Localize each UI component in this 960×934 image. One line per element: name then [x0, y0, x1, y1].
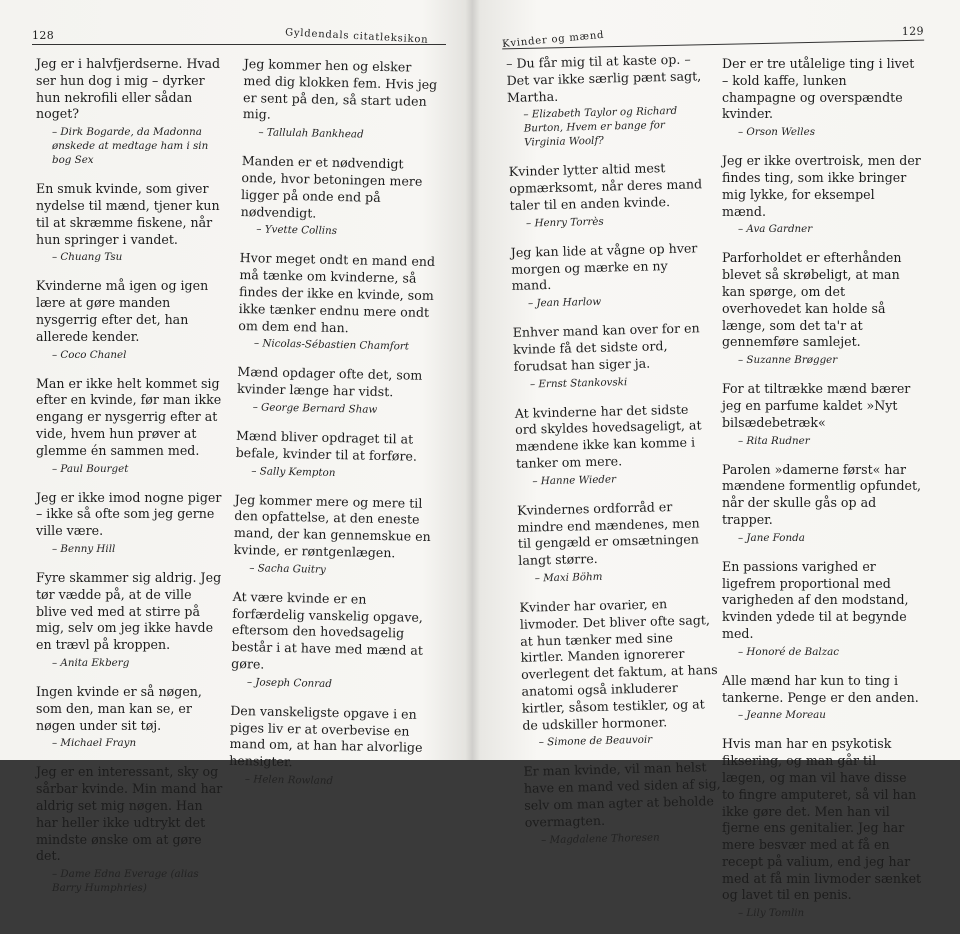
quote-text: Ingen kvinde er så nøgen, som den, man kan se, er nøgen under sit tøj.: [36, 683, 202, 733]
quote-text: Kvinderne må igen og igen lære at gøre manden nysgerrig efter det, han allerede kender.: [36, 278, 209, 344]
quote: [36, 56, 226, 167]
quote-author: – Yvette Collins: [256, 223, 438, 241]
quote-text: – Du får mig til at kaste op. – Det var ikke særlig pænt sagt, Martha.: [506, 51, 702, 105]
quote: [36, 764, 226, 895]
quote-text: Parforholdet er efterhånden blevet så skrøbeligt, at man kan spørge, om det overhovedet kan holde så længe, som det ta'r at gennemføre samlejet.: [722, 250, 902, 350]
quote: [229, 703, 429, 790]
quote: [722, 673, 922, 723]
quote-author: – Orson Welles: [738, 125, 922, 139]
quote: [519, 595, 721, 750]
quote-author: – Ernst Stankovski: [530, 373, 712, 391]
quote: [36, 570, 226, 670]
quote-text: Jeg er en interessant, sky og sårbar kvinde. Min mand har aldrig set mig nøgen. Han har heller ikke udtrykt det mindste ønske om at gøre det.: [36, 764, 223, 864]
quote-column: [506, 51, 724, 861]
quote: [36, 278, 226, 361]
quote: [242, 56, 442, 143]
quote: [36, 376, 226, 476]
quote-text: Alle mænd har kun to ting i tankerne. Penge er den anden.: [722, 672, 919, 705]
quote-text: Er man kvinde, vil man helst have en mand ved siden af sig, selv om man agter at beholde overmagten.: [523, 759, 721, 830]
quote: [523, 759, 723, 847]
quote-text: En smuk kvinde, som giver nydelse til mænd, tjener kun til at skræmme fiskene, når hun springer i vandet.: [36, 181, 220, 247]
quote: [513, 320, 713, 391]
quote-author: – Honoré de Balzac: [738, 645, 922, 659]
quote-author: – Elizabeth Taylor og Richard Burton, Hvem er bange for Virginia Woolf?: [523, 104, 706, 150]
quote-text: Jeg kommer hen og elsker med dig klokken fem. Hvis jeg er sent på den, så start uden mig.: [242, 56, 438, 122]
quote-author: – Ava Gardner: [738, 222, 922, 236]
quote-column: [36, 56, 226, 909]
quote-author: – Suzanne Brøgger: [738, 353, 922, 367]
quote-text: Kvindernes ordforråd er mindre end mændenes, men til gengæld er omsætningen langt større.: [516, 498, 700, 568]
quote-text: Jeg kommer mere og mere til den opfattelse, at den eneste mand, der kan gennemskue en kvinde, er røntgenlægen.: [233, 491, 431, 561]
quote-author: – George Bernard Shaw: [253, 400, 435, 418]
quote-author: – Coco Chanel: [52, 348, 226, 362]
quote-author: – Jeanne Moreau: [738, 708, 922, 722]
quote-author: – Maxi Böhm: [535, 567, 717, 585]
quote: [36, 490, 226, 556]
quote-text: Enhver mand kan over for en kvinde få det sidste ord, forudsat han siger ja.: [512, 320, 700, 374]
quote: [722, 381, 922, 447]
quote-author: – Benny Hill: [52, 542, 226, 556]
quote-author: – Anita Ekberg: [52, 656, 226, 670]
quote-text: En passions varighed er ligefrem proportional med varigheden af den modstand, kvinden ydede til at begynde med.: [722, 558, 909, 641]
quote-text: At være kvinde er en forfærdelig vanskelig opgave, eftersom den hovedsagelig består i at have med mænd at gøre.: [231, 588, 424, 672]
left-page-header: [32, 24, 446, 45]
quote: [515, 401, 715, 489]
quote: [237, 364, 436, 418]
quote-column: [228, 56, 442, 804]
quote: [722, 559, 922, 659]
quote-author: – Sally Kempton: [251, 464, 433, 482]
quote-author: – Chuang Tsu: [52, 250, 226, 264]
quote-author: – Nicolas-Sébastien Chamfort: [254, 337, 436, 355]
quote: [722, 250, 922, 367]
quote: [240, 153, 440, 240]
quote: [235, 428, 434, 482]
right-page-header: [502, 20, 924, 50]
quote-text: Hvis man har en psykotisk fiksering, og man går til lægen, og man vil have disse to fingre amputeret, så vil han ikke gøre det. Men han vil fjerne ens genitalier. Jeg har mere besvær med at få en recept på valium, end jeg har med at få min livmoder sænket og lavet til en penis.: [722, 736, 922, 903]
quote-text: For at tiltrække mænd bærer jeg en parfume kaldet »Nyt bilsædebetræk«: [722, 381, 911, 430]
quote: [36, 684, 226, 750]
quote-text: Man er ikke helt kommet sig efter en kvinde, før man ikke engang er nysgerrig efter at vide, hvem hun prøver at glemme én sammen med.: [36, 375, 222, 458]
quote-author: – Simone de Beauvoir: [539, 731, 721, 749]
quote-author: – Rita Rudner: [738, 434, 922, 448]
quote-author: – Jean Harlow: [528, 292, 710, 310]
quote: [722, 736, 922, 920]
quote-text: Jeg er ikke imod nogne piger – ikke så ofte som jeg gerne ville være.: [36, 489, 222, 539]
quote-author: – Dirk Bogarde, da Madonna ønskede at medtage ham i sin bog Sex: [52, 125, 226, 167]
quote-text: Kvinder lytter altid mest opmærksomt, når deres mand taler til en anden kvinde.: [508, 160, 703, 213]
quote-text: Manden er et nødvendigt onde, hvor betoningen mere ligger på onde end på nødvendigt.: [240, 153, 423, 221]
quote-author: – Hanne Wieder: [532, 470, 714, 488]
quote-text: Jeg kan lide at vågne op hver morgen og mærke en ny mand.: [510, 240, 698, 294]
quote-text: Jeg er i halvfjerdserne. Hvad ser hun dog i mig – dyrker hun nekrofili eller sådan noget?: [36, 56, 221, 122]
quote-author: – Henry Torrès: [526, 212, 708, 230]
quote-text: Den vanskeligste opgave i en piges liv er at overbevise en mand om, at han har alvorlige hensigter.: [229, 702, 423, 770]
quote-author: – Jane Fonda: [738, 531, 922, 545]
quote-author: – Tallulah Bankhead: [258, 126, 440, 144]
quote-author: – Michael Frayn: [52, 736, 226, 750]
quote: [511, 240, 711, 311]
quote-text: Der er tre utålelige ting i livet – kold kaffe, lunken champagne og overspændte kvinder.: [722, 56, 915, 122]
quote-text: Jeg er ikke overtroisk, men der findes ting, som ikke bringer mig lykke, for eksempel mænd.: [722, 153, 921, 219]
quote-text: Parolen »damerne først« har mændene formentlig opfundet, når der skulle gås op ad trapper.: [722, 461, 922, 527]
quote-author: – Sacha Guitry: [249, 561, 431, 579]
quote: [231, 589, 431, 693]
quote-author: – Helen Rowland: [245, 772, 427, 790]
quote-author: – Magdalene Thoresen: [541, 828, 723, 846]
page-number: 129: [901, 24, 925, 39]
quote-text: At kvinderne har det sidste ord skyldes hovedsageligt, at mændene ikke kan komme i tanker om mere.: [514, 401, 702, 471]
quote: [722, 462, 922, 545]
quote: [233, 491, 433, 578]
quote: [509, 160, 709, 231]
quote-text: Kvinder har ovarier, en livmoder. Det bliver ofte sagt, at hun tænker med sine kirtler. Manden ignorerer overlegent det faktum, at hans anatomi også inkluderer kirtler, såsom testikler, og at de udskiller hormoner.: [519, 596, 718, 733]
quote: [36, 181, 226, 264]
quote: [238, 250, 438, 354]
quote: [722, 153, 922, 236]
right-page: [472, 0, 960, 920]
running-title: Gyldendals citatleksikon: [284, 27, 429, 46]
quote-text: Mænd opdager ofte det, som kvinder længe har vidst.: [236, 364, 423, 400]
quote-author: – Joseph Conrad: [247, 675, 429, 693]
quote-author: – Dame Edna Everage (alias Barry Humphries): [52, 867, 226, 895]
quote: [506, 51, 706, 150]
quote-column: [722, 56, 922, 934]
page-number: 128: [32, 29, 55, 42]
left-page: [0, 0, 470, 895]
running-title: Kvinder og mænd: [501, 29, 605, 50]
quote: [722, 56, 922, 139]
quote-text: Fyre skammer sig aldrig. Jeg tør vædde på, at de ville blive ved med at stirre på mig, selv om jeg ikke havde en trævl på kroppen.: [36, 569, 222, 653]
quote: [517, 498, 717, 586]
quote-author: – Lily Tomlin: [738, 906, 922, 920]
quote-text: Hvor meget ondt en mand end må tænke om kvinderne, så findes der ikke en kvinde, som ikke tænker endnu mere ondt om dem end han.: [238, 250, 436, 335]
quote-text: Mænd bliver opdraget til at befale, kvinder til at forføre.: [235, 427, 418, 464]
quote-author: – Paul Bourget: [52, 462, 226, 476]
